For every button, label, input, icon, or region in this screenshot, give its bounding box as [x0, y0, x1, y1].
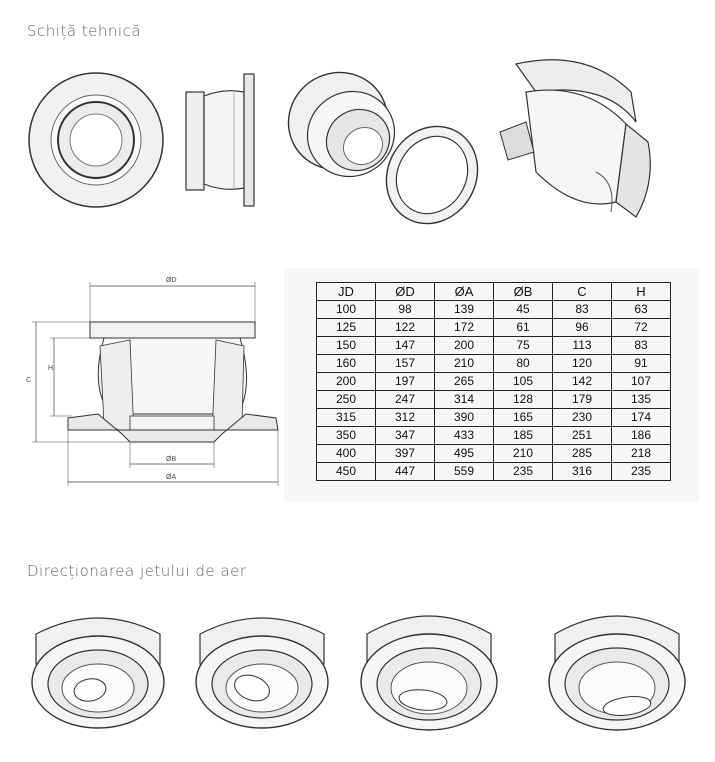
table-cell: 113 — [553, 337, 612, 355]
col-header: ØD — [376, 283, 435, 301]
table-cell: 314 — [435, 391, 494, 409]
table-cell: 165 — [494, 409, 553, 427]
dim-d-label: ØD — [166, 277, 177, 284]
table-cell: 125 — [317, 319, 376, 337]
table-cell: 315 — [317, 409, 376, 427]
table-row — [317, 319, 671, 337]
cutaway-view-drawing — [496, 52, 668, 232]
table-cell: 390 — [435, 409, 494, 427]
table-cell: 128 — [494, 391, 553, 409]
table-cell: 495 — [435, 445, 494, 463]
col-header: C — [553, 283, 612, 301]
table-row — [317, 427, 671, 445]
table-cell: 160 — [317, 355, 376, 373]
table-header-row — [317, 283, 671, 301]
table-cell: 433 — [435, 427, 494, 445]
col-header: ØA — [435, 283, 494, 301]
table-cell: 400 — [317, 445, 376, 463]
table-cell: 63 — [612, 301, 671, 319]
table-cell: 230 — [553, 409, 612, 427]
table-row — [317, 391, 671, 409]
table-cell: 142 — [553, 373, 612, 391]
dim-c-label: C — [26, 377, 32, 384]
technical-sketch-heading: Schiță tehnică — [27, 22, 142, 40]
col-header: ØB — [494, 283, 553, 301]
table-row — [317, 463, 671, 481]
table-cell: 105 — [494, 373, 553, 391]
jet-direction-view-2 — [192, 604, 332, 734]
table-cell: 347 — [376, 427, 435, 445]
table-row — [317, 337, 671, 355]
table-cell: 210 — [494, 445, 553, 463]
table-cell: 91 — [612, 355, 671, 373]
side-view-drawing — [184, 70, 274, 210]
table-cell: 210 — [435, 355, 494, 373]
table-cell: 83 — [612, 337, 671, 355]
table-cell: 312 — [376, 409, 435, 427]
table-cell: 200 — [435, 337, 494, 355]
table-cell: 122 — [376, 319, 435, 337]
table-cell: 172 — [435, 319, 494, 337]
dim-a-label: ØA — [166, 474, 177, 481]
front-view-drawing — [26, 70, 166, 210]
table-cell: 120 — [553, 355, 612, 373]
col-header: H — [612, 283, 671, 301]
table-row — [317, 355, 671, 373]
table-row — [317, 301, 671, 319]
jet-direction-view-3 — [357, 600, 502, 734]
table-row — [317, 409, 671, 427]
table-cell: 185 — [494, 427, 553, 445]
air-jet-direction-heading: Direcționarea jetului de aer — [27, 562, 247, 580]
table-cell: 250 — [317, 391, 376, 409]
table-cell: 218 — [612, 445, 671, 463]
table-cell: 265 — [435, 373, 494, 391]
table-cell: 75 — [494, 337, 553, 355]
table-cell: 559 — [435, 463, 494, 481]
table-cell: 61 — [494, 319, 553, 337]
table-cell: 447 — [376, 463, 435, 481]
table-cell: 174 — [612, 409, 671, 427]
table-row — [317, 373, 671, 391]
col-header: JD — [317, 283, 376, 301]
table-cell: 135 — [612, 391, 671, 409]
table-row — [317, 445, 671, 463]
table-cell: 147 — [376, 337, 435, 355]
table-cell: 83 — [553, 301, 612, 319]
table-cell: 251 — [553, 427, 612, 445]
table-cell: 186 — [612, 427, 671, 445]
table-cell: 107 — [612, 373, 671, 391]
table-cell: 98 — [376, 301, 435, 319]
table-cell: 200 — [317, 373, 376, 391]
table-cell: 235 — [494, 463, 553, 481]
table-cell: 197 — [376, 373, 435, 391]
table-cell: 45 — [494, 301, 553, 319]
table-cell: 100 — [317, 301, 376, 319]
table-cell: 150 — [317, 337, 376, 355]
table-cell: 72 — [612, 319, 671, 337]
table-cell: 450 — [317, 463, 376, 481]
table-cell: 179 — [553, 391, 612, 409]
jet-direction-view-4 — [545, 600, 690, 734]
dimensions-table — [316, 282, 671, 481]
table-cell: 139 — [435, 301, 494, 319]
table-cell: 316 — [553, 463, 612, 481]
table-cell: 397 — [376, 445, 435, 463]
dim-b-label: ØB — [166, 456, 177, 463]
table-cell: 285 — [553, 445, 612, 463]
section-drawing — [22, 266, 292, 491]
table-cell: 350 — [317, 427, 376, 445]
table-cell: 235 — [612, 463, 671, 481]
flange-ring-drawing — [382, 120, 482, 230]
table-cell: 80 — [494, 355, 553, 373]
jet-direction-view-1 — [28, 604, 168, 734]
table-cell: 157 — [376, 355, 435, 373]
dim-h-label: H — [48, 365, 54, 372]
table-cell: 96 — [553, 319, 612, 337]
table-cell: 247 — [376, 391, 435, 409]
